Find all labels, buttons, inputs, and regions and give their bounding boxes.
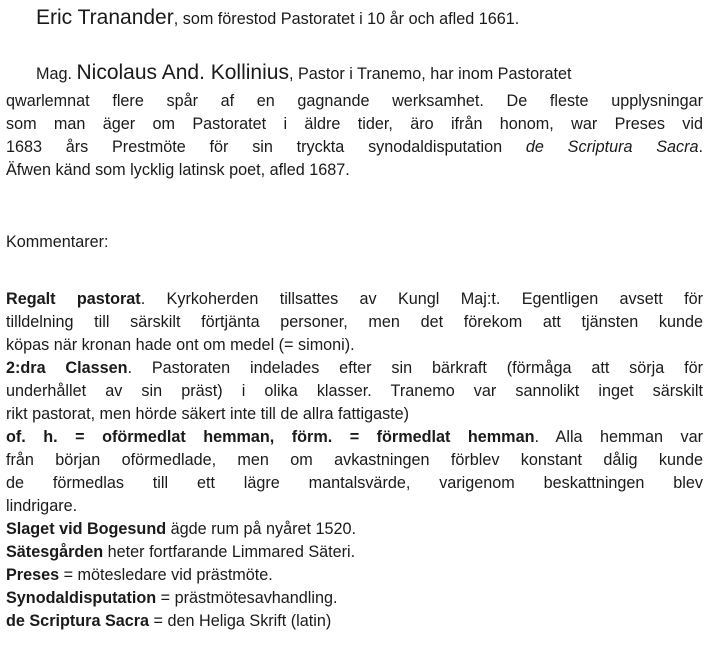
- header-line: [36, 7, 519, 30]
- paragraph-text: .: [698, 138, 704, 156]
- comment-line: de förmedlas till ett lägre mantalsvärde, varigenom beskattningen blev: [6, 474, 703, 492]
- comment-term: Regalt pastorat: [6, 290, 141, 308]
- paragraph-prefix: Mag.: [36, 65, 77, 83]
- comment-line: lindrigare.: [6, 497, 78, 515]
- comment-line: [6, 564, 273, 586]
- comment-term: Preses: [6, 566, 60, 584]
- comment-line: [6, 357, 703, 379]
- comment-term: Synodaldisputation: [6, 589, 157, 607]
- comment-line: tilldelning till särskilt förtjänta personer, men det förekom att tjänsten kunde: [6, 313, 703, 331]
- paragraph-italic: de Scriptura Sacra: [525, 138, 699, 156]
- comment-text: = den Heliga Skrift (latin): [149, 612, 332, 630]
- comment-line: från början oförmedlade, men om avkastningen förblev konstant dålig kunde: [6, 451, 703, 469]
- paragraph-line: Äfwen känd som lycklig latinsk poet, afled 1687.: [6, 161, 350, 179]
- comment-line: [6, 426, 703, 448]
- comment-text: = mötesledare vid prästmöte.: [59, 566, 273, 584]
- comment-text: ägde rum på nyåret 1520.: [166, 520, 356, 538]
- comment-line: rikt pastorat, men hörde säkert inte till de allra fattigaste): [6, 405, 410, 423]
- comment-text: . Kyrkoherden tillsattes av Kungl Maj:t. Egentligen avsett för: [140, 290, 703, 308]
- comment-line: [6, 610, 331, 632]
- paragraph-line: [6, 136, 703, 158]
- comment-text: = prästmötesavhandling.: [156, 589, 338, 607]
- comment-text: heter fortfarande Limmared Säteri.: [103, 543, 356, 561]
- comment-text: . Alla hemman var: [534, 428, 703, 446]
- comment-line: [6, 541, 355, 563]
- header-text: , som förestod Pastoratet i 10 år och afled 1661.: [173, 10, 520, 28]
- header-name: Eric Tranander: [36, 6, 174, 29]
- comment-line: [6, 288, 703, 310]
- paragraph-text: , Pastor i Tranemo, har inom Pastoratet: [288, 65, 572, 83]
- comment-term: de Scriptura Sacra: [6, 612, 150, 630]
- comment-line: underhållet av sin präst) i olika klasser. Tranemo var sannolikt inget särskilt: [6, 382, 703, 400]
- paragraph-line: [36, 62, 571, 85]
- paragraph-line: qwarlemnat flere spår af en gagnande werksamhet. De fleste upplysningar: [6, 92, 703, 110]
- comment-term: 2:dra Classen: [6, 359, 128, 377]
- comments-heading: Kommentarer:: [6, 233, 109, 251]
- paragraph-text: 1683 års Prestmöte för sin tryckta synodaldisputation: [6, 138, 526, 156]
- comment-line: [6, 518, 356, 540]
- paragraph-line: som man äger om Pastoratet i äldre tider, äro ifrån honom, war Preses vid: [6, 115, 703, 133]
- comment-line: [6, 587, 338, 609]
- comment-term: Sätesgården: [6, 543, 104, 561]
- comment-term: of. h. = oförmedlat hemman, förm. = förmedlat hemman: [6, 428, 535, 446]
- paragraph-name: Nicolaus And. Kollinius: [76, 61, 289, 84]
- comment-text: . Pastoraten indelades efter sin bärkraft (förmåga att sörja för: [127, 359, 703, 377]
- comment-term: Slaget vid Bogesund: [6, 520, 167, 538]
- comment-line: köpas när kronan hade ont om medel (= simoni).: [6, 336, 355, 354]
